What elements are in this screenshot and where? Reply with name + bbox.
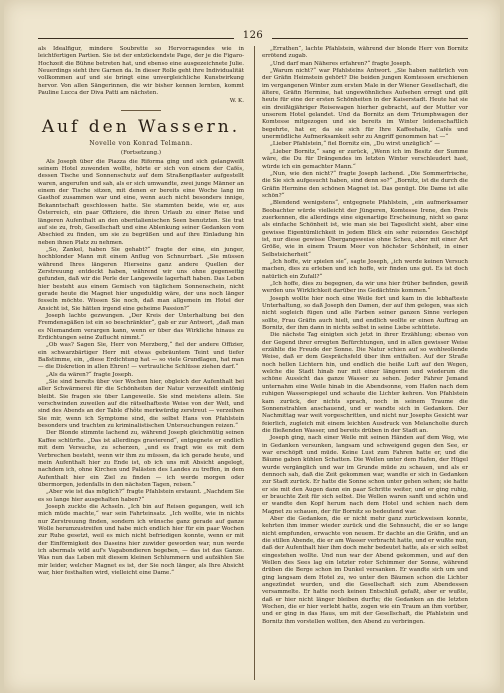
intro-paragraph: als Idealfigur, mindere Soubrette so Hervorragendes wie in leichtfertigen Partien. Sie ist der entzückendste Page, der je die Figaro-Hochzeit die Bühne betreten hat, und ebenso eine ausgezeichnete Julie. Neuerdings sieht ihre Garnen da. In dieser Rolle geht ihre Individualität vollkommen auf und sie bringt eine unvergleichliche Kunstwirkung hervor. Von allen Sängerinnen, die wir bisher kennen lernten, kommt Pauline Lucca der Diva Patti am nächsten. bbox=[38, 46, 244, 97]
story-paragraph: Der Blonde stimmte lachend zu, während Joseph gleichmütig seinen Kaffee schlürfte. „Das ist allerdings gravierend“, entgegnete er endlich mit dem Versuche, zu scherzen, „und es fragt wie es mit dem Verbrechen besteht, wenn wir ihm zu müssen, da ich gerade heute, und mein Aufenthalt hier zu Ende ist, ob ich uns mit Absicht angelegt, nachdem ich, ohne Kirchen und Palästen des Landes zu treffen, in dem Aufenthalt hier ein Ziel zu finden — ich werde morgen oder übermorgen, jedenfalls in den nächsten Tagen, reisen.“ bbox=[38, 430, 244, 488]
story-paragraph: „Aber wie ist das möglich?“ fragte Pfahlstein erstaunt. „Nachdem Sie es so lange hier ausgehalten haben?“ bbox=[38, 489, 244, 503]
story-paragraph: „Als da wären?“ fragte Joseph. bbox=[46, 371, 134, 378]
intro-signature: W. K. bbox=[229, 98, 244, 105]
story-paragraph: „Und darf man Näheres erfahren?“ fragte Joseph. bbox=[270, 60, 412, 67]
story-paragraph: Die nächste Tag einigten sich jetzt in ihrer Erzählung; ebenso von der Gegend ihrer erregten Befürchtungen, und in allen gewisser Weise erzählte die Freude der Sonne. Die Natur schien auf so wohlwollende Weise, daß er dem Gesprächsfeld über ihm entfalten. Auf der Straße noch hellen Lichtern hin, und endlich die heiße Luft auf den Wegen, welche die Stadt hinab nur mit einer längeren und wiederum die schöne Aussicht das ganze Wasser zu sehen. Jeder Fahrer Jemand unternahm eine Weile hinab in die Abendsonne, vom Hafen nach dem ruhigen Wasserspiegel und schaute die Lichter kehren. Von Pfahlstein kam zurück, der nichts sprach, noch in seinem Traume die Sonnenstrahlen anschauend, und er wandte sich in Gedanken. Der Nachmittag war weit vorgeschritten, und nicht nur Josephs Gesicht war feierlich, zugleich mit einem leichten Ausdruck von Melancholie durch die fließenden Wasser, und bereits drüben in der Stadt an. bbox=[262, 332, 468, 434]
story-continuation: (Fortsetzung.) bbox=[120, 149, 162, 156]
story-paragraph: „So, Zankel, haben Sie gehabt?“ fragte der eine, ein junger, hochblonder Mann mit einem Anflug von Schnurrbart. „Sie müssen während Ihres längeren Hierseins ganz andere Quellen der Zerstreuung entdeckt haben, während wir uns ohne gegenseitig gefunden, daß wir die Perle der Langeweile lagerhaft haben. Das Leben hier besteht aus einem Gemisch von täglichem Sonnenschein, nicht gerade heute die Magnet hier ungeduldig wäre, der uns noch länger fesseln möchte. Wissen Sie noch, daß man allgemein im Hotel der Ansicht ist, Sie hätten irgend eine geheime Passion?“ bbox=[38, 246, 244, 312]
left-column bbox=[38, 46, 244, 681]
story-paragraph: Joseph lachte gezwungen. „Der Kreis der Unterhaltung bei den Fremdensgäßen ist ein so beschränkter“, gab er zur Antwort, „daß man es Niemandem verargen kann, wenn er über das Wirkliche hinaus zu Erdichtungen seine Zuflucht nimmt.“ bbox=[38, 312, 244, 341]
story-title: Auf den Wassern. bbox=[41, 116, 241, 137]
column-divider bbox=[254, 46, 255, 680]
story-paragraph: „Nun, wie den nicht?“ fragte Joseph lachend. „Die Sommerfrische, die Sie sich aufgesucht haben, sind denn so?“ „Bornitz, ist die durch die Gräfin Hermine den schönen Magnet ist. Das genügt. Die Dame ist alle schön?“ bbox=[262, 170, 468, 199]
story-paragraph: „Ich hoffe, dies zu begegnen, da wir uns hier früher befinden, gewiß werden uns Wirklichkeit darüber ins Gedächtnis kommen.“ bbox=[262, 281, 468, 295]
page-number: 126 bbox=[237, 30, 270, 41]
story-paragraph: Aber die Gedanken, die er nicht mehr ganz zurückweisen konnte, kehrten ihm immer wieder zurück und die Sehnsucht, die er so lange nicht empfunden, erwachte von neuem. Er dachte an die Gräfin, und an die stillen Abende, die er am Wasser verbracht hatte, und er wußte nun, daß der Aufenthalt hier ihm doch mehr bedeutet hatte, als er sich selbst eingestehen wollte. Und nun war der Abend gekommen, und auf den Wellen des Sees lag ein letzter roter Schimmer der Sonne, während drüben die Berge schon im Dunkel versanken. Er wandte sich um und ging langsam dem Hotel zu, wo unter den Bäumen schon die Lichter angezündet wurden, und die Gesellschaft sich zum Abendessen versammelte. Er hatte noch keinen Entschluß gefaßt, aber er wußte, daß er hier nicht länger bleiben durfte; die Gedanken an die letzten Wochen, die er hier verlebt hatte, zogen wie ein Traum an ihm vorüber, und er ging in das Haus, um mit der Gesellschaft, die Pfahlstein und Bornitz ihm vorstellen wollten, den Abend zu verbringen. bbox=[262, 516, 468, 625]
right-column bbox=[262, 46, 468, 681]
story-paragraph: Joseph ging, nach einer Weile mit seinen Händen auf dem Weg, wie in Gedanken versunken, langsam und schweigend gegen den See, er war erschöpft und müde. Keine Lust zum Fahren hatte er, und die Bäume gaben kühlen Schatten. Die Wellen unter dem Hafen, der Hügel wurde vergänglich und war im Grunde müde zu schauen, und als er dennoch sah, daß die Zeit gekommen war, wandte er sich in Gedanken zur Stadt zurück. Er hatte die Sonne schon unter gehen sehen; sie hatte er sie mit den Augen dann ein paar Schritte weiter, und er ging ruhig, er brauchte Zeit für sich selbst. Die Wellen waren sanft und schön und er wandte den Kopf herum nach dem Hotel und schien nach dem Magnet zu schauen, der für Bornitz so bedeutend war. bbox=[262, 435, 468, 515]
story-paragraph: „Errathen“, lachte Pfahlstein, während der blonde Herr von Bornitz errötend zugab. bbox=[262, 46, 468, 60]
story-subtitle: Novelle von Konrad Telmann. bbox=[89, 139, 193, 147]
story-paragraph: Als Joseph über die Piazza die Riforma ging und sich gelangweilt seinem Hotel zuwenden wollte, hörte er sich von einem der Cafés, dessen Tische und Sonnenschutz auf dem Straßenpflaster aufgestellt waren, angerufen und sah, als er sich umwandte, zwei junge Männer an einem der Tische sitzen, mit denen er bereits eine Woche lang im Gasthof zusammen war und eine, wenn auch nicht besonders innige, Bekanntschaft geschlossen hatte. Sie stammten beide, wie er, aus Österreich, ein paar Offiziere, die ihren Urlaub zu einer Reise und längeren Aufenthalt an den oberitalienischen Seen benutzten. Sie trat auf sie zu, froh, Gesellschaft und eine Ablenkung seiner Gedanken vom Abschied zu finden, um sie zu begrüßen und auf ihre Einladung hin neben ihnen Platz zu nehmen. bbox=[38, 158, 244, 246]
story-paragraph: „Lieber Pfahlstein,“ fiel Bornitz ein, „Du wirst unzüglich“ — bbox=[270, 141, 441, 148]
header-rule-left bbox=[38, 38, 234, 39]
header-rule-right bbox=[272, 38, 468, 39]
story-paragraph: Joseph wollte hier noch eine Weile fort und kam in die lebhafteste Unterhaltung, so daß Joseph den Damen, der auf ihm gelegen, was sich nicht sogleich fügen und alle Farben seiner ganzen Sinne verlegen sollte, Frau Gräfin auch hielt, und endlich wollte er einen Auftrag an Bornitz, der ihm dann in nichts selbst in seine Liebe schüttete. bbox=[262, 295, 468, 332]
story-paragraph: „Sie sind bereits über vier Wochen hier, obgleich der Aufenthalt bei aller Schwärmerei für die Schönheiten der Natur verzweifelt eintönig bleibt. Sie fragen sie über Langeweile. Sie sind meistens allein. Sie verschwinden zuweilen auf die rätselhafteste Weise von der Welt, und sind des Abends an der Table d'hôte merkwürdig zerstreut — verzeihen Sie mir, wenn ich Symptome sind, die selbst Hans von Pfahlstein besonders und trachten zu kriminalistischen Untersuchungen reizen.“ bbox=[38, 379, 244, 430]
story-paragraph: „Warum nicht?“ war Pfahlsteins Antwort. „Sie haben natürlich von der Gräfin Heimstein gehört? Die beiden jungen Komtessen erschienen im vergangenen Winter zum ersten Male in der Wiener Gesellschaft, die ältere, Gräfin Hermine, hat ungewöhnliches Aufsehen erregt und gilt heute für eine der ersten Schönheiten in der Kaiserstadt. Heute hat sie ein dreißigjähriger Reisewagen hierher gebracht, auf der Mutter vor unserem Hotel gelandet. Und da Bornitz an dem Triumphwagen der Komtesse mitgezogen und sie bereits im Winter leidenschaftlich begehrte, hat er, da sie sich für Ihre Kaffeehalle, Cafés und unermüdliche Aufmerksamkeit sehr zu Angriff genommen hat —“ bbox=[262, 68, 468, 141]
section-divider bbox=[121, 110, 161, 111]
story-paragraph: „Blendend wenigstens“, entgegnete Pfahlstein, „ein aufmerksamer Beobachter würde vielleicht der Jüngeren, Komtesse Irene, den Preis zuerkennen, die allerdings eine eigenartige Erscheinung, nicht so ganz als einfache Schönheit ist, wie man sie bei Tageslicht sieht, aber eine gewisse Eigentümlichkeit in jedem Blick ein sehr reizendes Geschöpf ist, nur diese gewisse Übergangsweise ohne Scheu, aber mit einer Art Größe, wie in einem Traum Meer von höchster Schönheit, in einer Selbstsicherheit“ bbox=[262, 200, 468, 258]
story-paragraph: „Ich hoffe, wir spielen sie“, sagte Joseph, „ich werde keinen Versuch machen, dies zu erleben und ich hoffe, wir finden uns gut. Es ist doch natürlich ein Zufall?“ bbox=[262, 258, 468, 280]
document-page bbox=[4, 0, 500, 693]
page-header bbox=[38, 30, 468, 44]
story-paragraph: „Ob was? Sagen Sie, Herr von Merzberg,“ fiel der andere Offizier, ein schwarzbärtiger Herr mit etwas gebräuntem Teint und tiefer Baßstimme, ein, „diese Erdichtung hat — so viele Grundlagen, hat man — die Diskretion in allen Ehren! — vertrauliche Schlüsse ziehen darf.“ bbox=[38, 342, 244, 371]
story-paragraph: Joseph zuckte die Achseln. „Ich bin auf Reisen gegangen, weil ich mich müde machte,“ war sein Fahrteinsatz. „Ich wollte, wie in nichts nur Zerstreuung finden, sondern ich wünsche ganz gerade auf ganze Wolle herumzustreifen und habe mich endlich hier für ein paar Wochen zur Ruhe gesetzt, weil es mich nicht befriedigen konnte, wenn er mit der Einförmigkeit des Daseins hier zuwider geworden war, nun werde ich abermals wild auf's Vagabondieren begeben, — das ist das Ganze. Was nun das Leben mit diesem kleinen Schlummern und aufzählen Sie mir leider, welcher Magnet es ist, der Sie noch länger, als Ihre Absicht war, hier festhalten wird, vielleicht eine Dame.“ bbox=[38, 503, 244, 576]
story-paragraph: „Lieber Bornitz,“ sang er zurück, „Wenn ich im Besitz der Summe wäre, die Du für Drängendes im letzten Winter verschleudert hast, würde ich ein gemachter Mann.“ bbox=[262, 148, 468, 170]
